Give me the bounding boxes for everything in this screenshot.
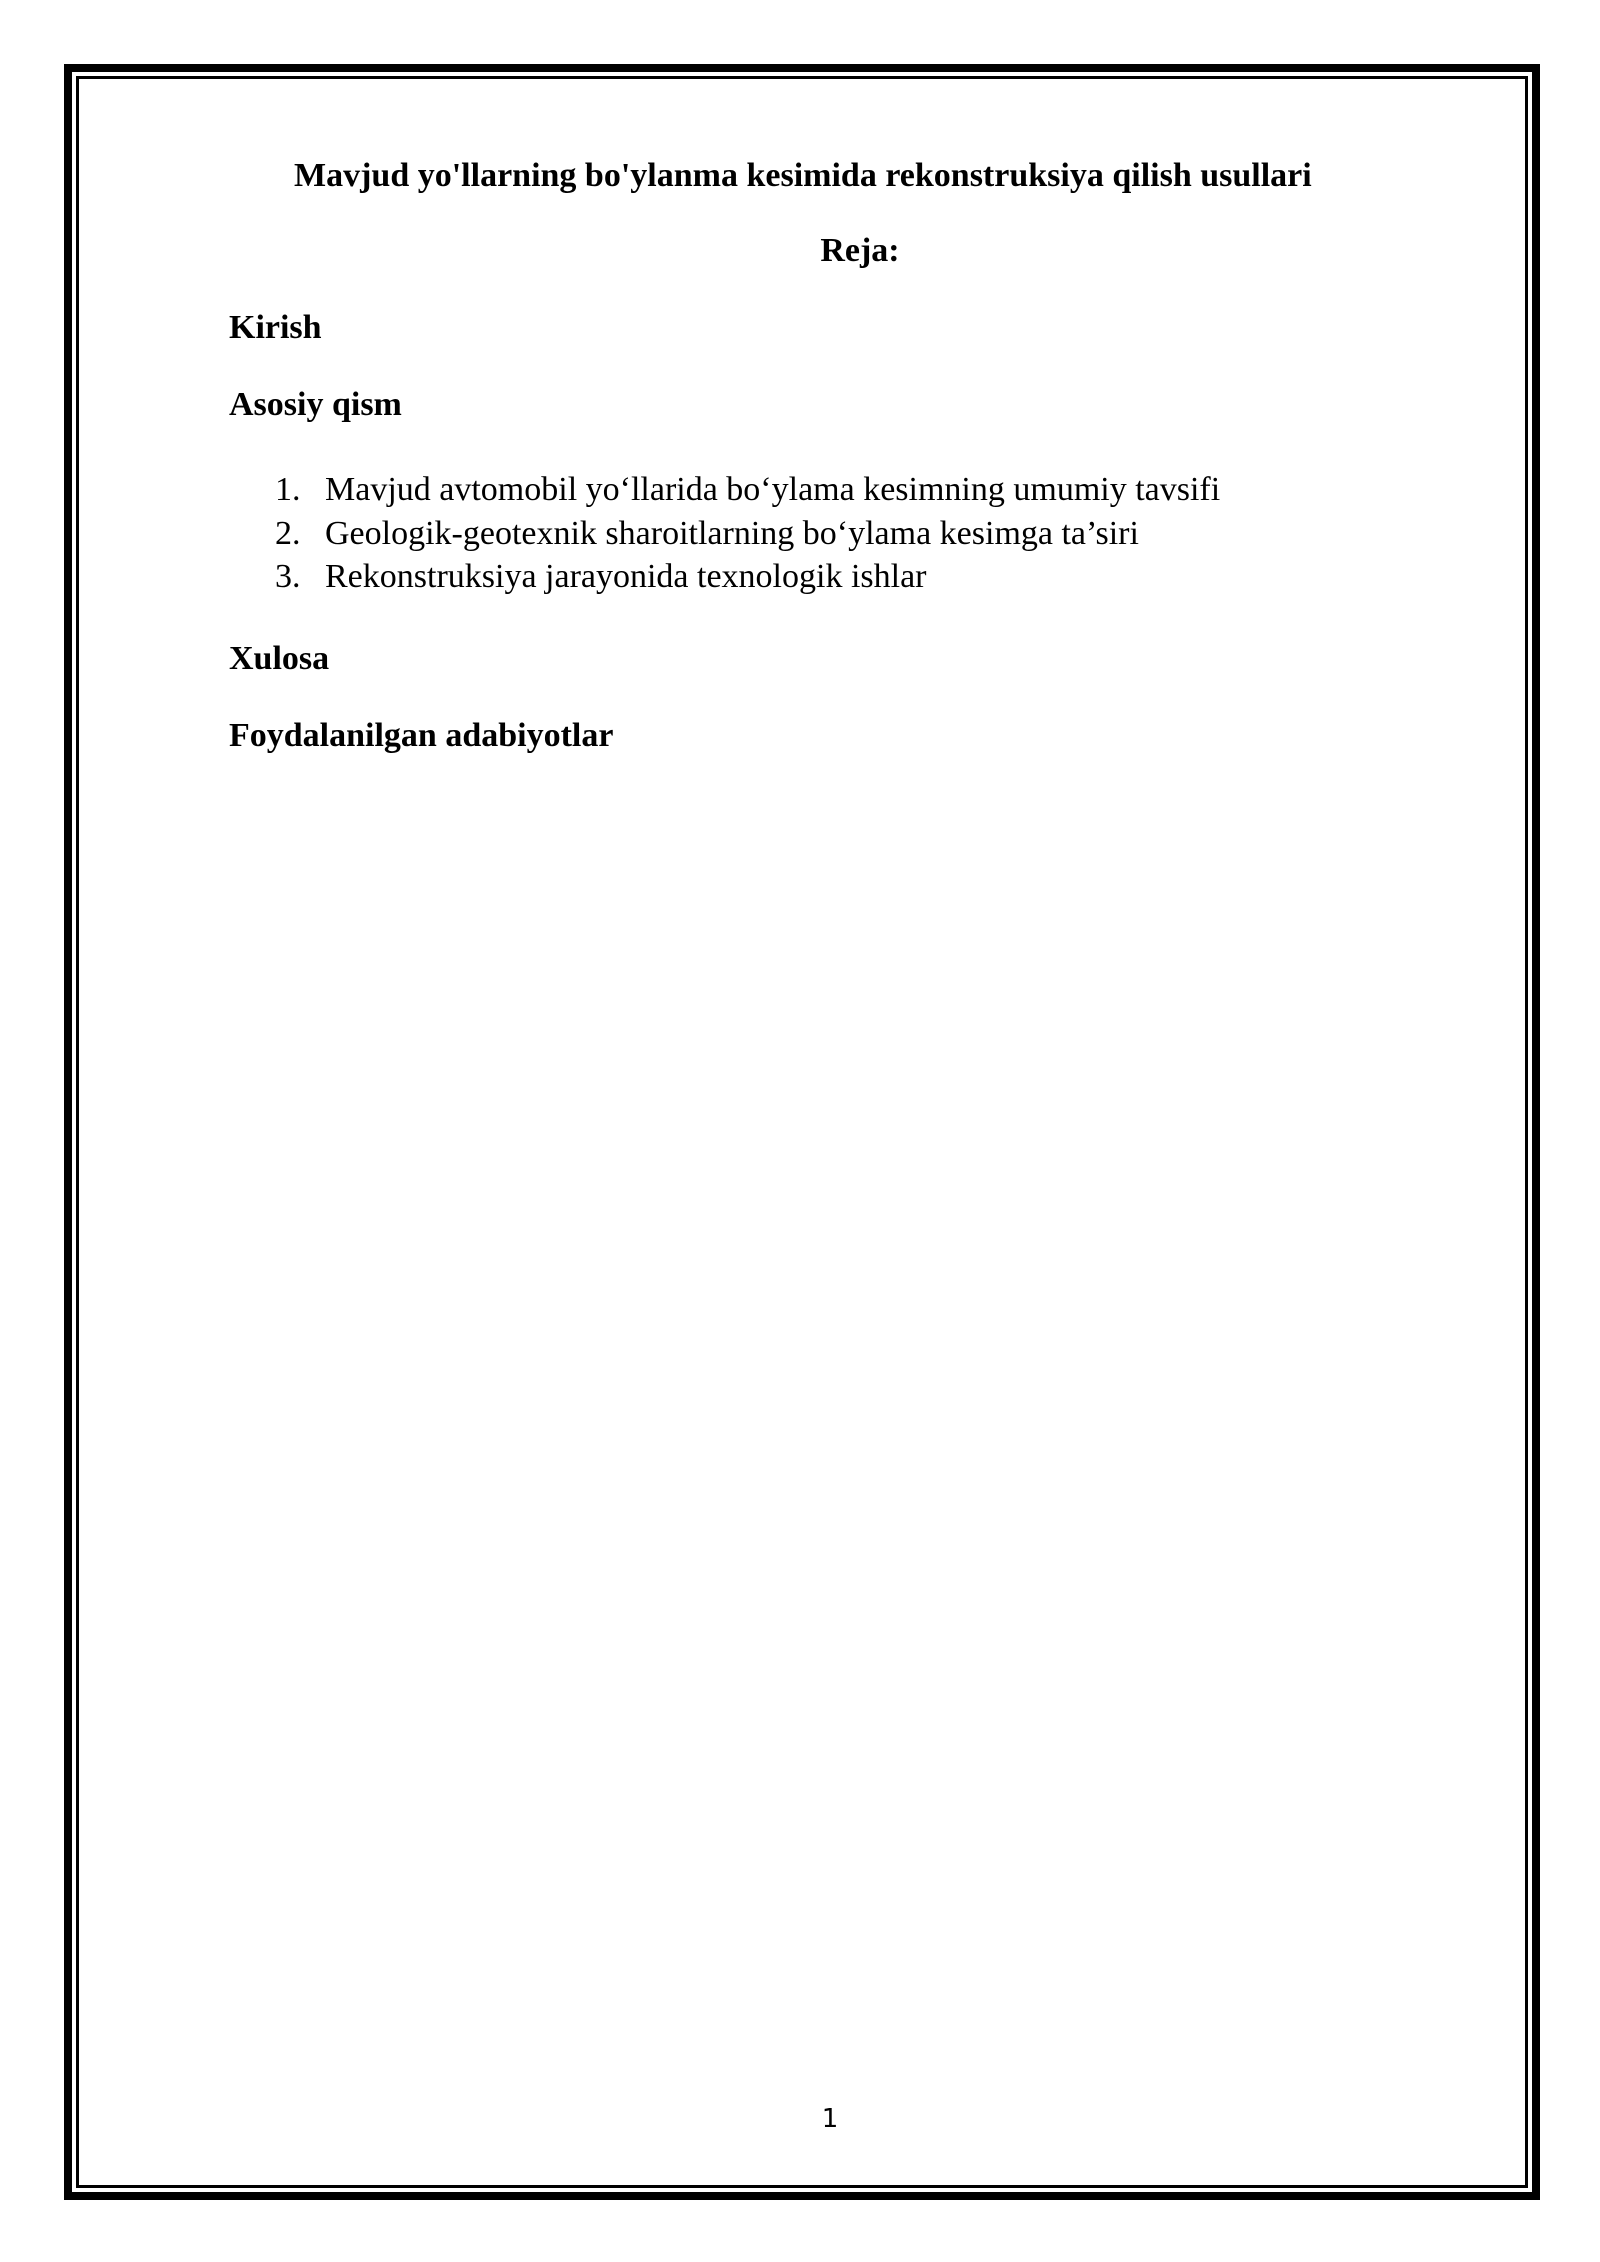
topic-number: 1. (275, 471, 301, 508)
topic-item (275, 468, 1429, 512)
topic-item (275, 512, 1429, 556)
section-heading-main-part: Asosiy qism (229, 386, 402, 423)
document-title: Mavjud yo'llarning bo'ylanma kesimida rekonstruksiya qilish usullari (294, 157, 1312, 194)
topic-item (275, 555, 1429, 599)
topic-text: Rekonstruksiya jarayonida texnologik ishlar (325, 558, 927, 595)
topic-number: 2. (275, 514, 301, 552)
page-number: 1 (821, 2104, 839, 2134)
topic-text: Geologik-geotexnik sharoitlarning bo‘ylama kesimga ta’siri (325, 514, 1139, 552)
plan-heading: Reja: (820, 232, 900, 269)
page-content (229, 150, 1429, 762)
section-heading-conclusion: Xulosa (229, 639, 330, 677)
topic-text: Mavjud avtomobil yo‘llarida bo‘ylama kesimning umumiy tavsifi (325, 471, 1221, 508)
topic-list (229, 468, 1429, 599)
section-heading-intro: Kirish (229, 309, 322, 346)
topic-number: 3. (275, 558, 301, 595)
section-heading-references: Foydalanilgan adabiyotlar (229, 716, 614, 754)
